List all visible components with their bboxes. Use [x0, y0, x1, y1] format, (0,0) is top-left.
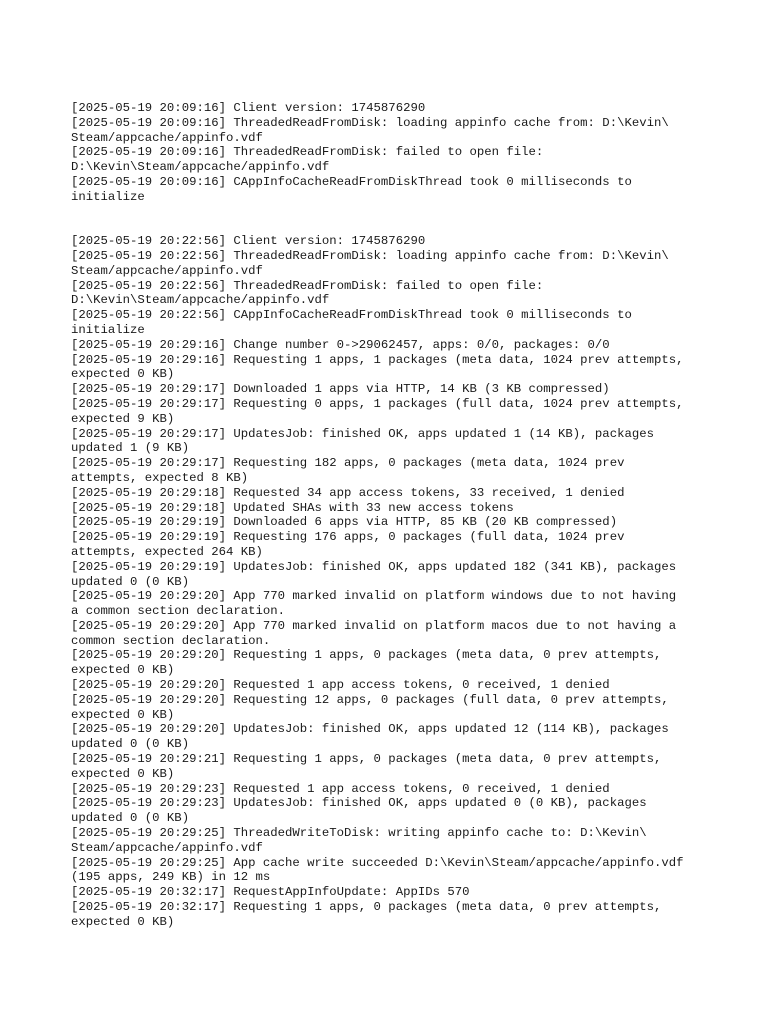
log-line: [2025-05-19 20:29:19] Requesting 176 apps, 0 packages (full data, 1024 prev attempts, expected 264 KB): [71, 530, 625, 559]
log-line: [2025-05-19 20:29:23] Requested 1 app access tokens, 0 received, 1 denied: [71, 781, 610, 796]
log-line: [2025-05-19 20:29:25] App cache write succeeded D:\Kevin\Steam/appcache/appinfo.vdf (195 apps, 249 KB) in 12 ms: [71, 855, 684, 885]
log-line: [2025-05-19 20:29:17] Requesting 0 apps, 1 packages (full data, 1024 prev attempts, expected 9 KB): [71, 396, 684, 426]
log-line: [2025-05-19 20:29:18] Requested 34 app access tokens, 33 received, 1 denied: [71, 485, 625, 500]
log-line: [2025-05-19 20:29:16] Requesting 1 apps, 1 packages (meta data, 1024 prev attempts, expected 0 KB): [71, 352, 684, 382]
log-line: [2025-05-19 20:29:20] App 770 marked invalid on platform windows due to not having a common section declaration.: [71, 589, 677, 619]
log-line: [2025-05-19 20:09:16] ThreadedReadFromDisk: loading appinfo cache from: D:\Kevin\ Steam/appcache/appinfo.vdf: [71, 115, 669, 145]
log-line: [2025-05-19 20:29:17] Requesting 182 apps, 0 packages (meta data, 1024 prev attempts, expected 8 KB): [71, 456, 625, 485]
log-line: [2025-05-19 20:29:19] UpdatesJob: finished OK, apps updated 182 (341 KB), packages updated 0 (0 KB): [71, 559, 677, 589]
log-line: [2025-05-19 20:09:16] CAppInfoCacheReadFromDiskThread took 0 milliseconds to initialize: [71, 174, 632, 204]
log-line: [2025-05-19 20:29:20] App 770 marked invalid on platform macos due to not having a common section declaration.: [71, 618, 677, 648]
log-line: [2025-05-19 20:29:20] Requested 1 app access tokens, 0 received, 1 denied: [71, 678, 610, 693]
log-line: [2025-05-19 20:32:17] Requesting 1 apps, 0 packages (meta data, 0 prev attempts, expected 0 KB): [71, 900, 662, 929]
log-line: [2025-05-19 20:22:56] Client version: 1745876290: [71, 234, 426, 249]
log-line: [2025-05-19 20:29:21] Requesting 1 apps, 0 packages (meta data, 0 prev attempts, expected 0 KB): [71, 752, 662, 781]
log-line: [2025-05-19 20:29:20] Requesting 12 apps, 0 packages (full data, 0 prev attempts, expected 0 KB): [71, 692, 669, 722]
log-line: [2025-05-19 20:32:17] RequestAppInfoUpdate: AppIDs 570: [71, 885, 470, 900]
log-line: [2025-05-19 20:29:17] Downloaded 1 apps via HTTP, 14 KB (3 KB compressed): [71, 382, 610, 397]
log-line: [2025-05-19 20:29:16] Change number 0->29062457, apps: 0/0, packages: 0/0: [71, 337, 610, 352]
log-line: [2025-05-19 20:09:16] ThreadedReadFromDisk: failed to open file: D:\Kevin\Steam/appcache/appinfo.vdf: [71, 145, 544, 175]
log-line: [2025-05-19 20:29:25] ThreadedWriteToDisk: writing appinfo cache to: D:\Kevin\ Steam/appcache/appinfo.vdf: [71, 826, 647, 855]
log-line: [2025-05-19 20:29:20] UpdatesJob: finished OK, apps updated 12 (114 KB), packages updated 0 (0 KB): [71, 722, 669, 752]
log-line: [2025-05-19 20:29:23] UpdatesJob: finished OK, apps updated 0 (0 KB), packages updated 0 (0 KB): [71, 796, 647, 826]
log-line: [2025-05-19 20:29:19] Downloaded 6 apps via HTTP, 85 KB (20 KB compressed): [71, 515, 618, 530]
log-line: [2025-05-19 20:22:56] CAppInfoCacheReadFromDiskThread took 0 milliseconds to initialize: [71, 308, 632, 337]
log-document: [71, 101, 711, 930]
log-line: [2025-05-19 20:22:56] ThreadedReadFromDisk: loading appinfo cache from: D:\Kevin\ Steam/appcache/appinfo.vdf: [71, 248, 669, 278]
log-section-2: [71, 234, 711, 929]
log-line: [2025-05-19 20:29:17] UpdatesJob: finished OK, apps updated 1 (14 KB), packages updated 1 (9 KB): [71, 426, 654, 456]
log-line: [2025-05-19 20:29:20] Requesting 1 apps, 0 packages (meta data, 0 prev attempts, expected 0 KB): [71, 648, 662, 678]
log-line: [2025-05-19 20:09:16] Client version: 1745876290: [71, 101, 426, 115]
log-line: [2025-05-19 20:29:18] Updated SHAs with 33 new access tokens: [71, 500, 514, 515]
log-line: [2025-05-19 20:22:56] ThreadedReadFromDisk: failed to open file: D:\Kevin\Steam/appcache/appinfo.vdf: [71, 278, 544, 308]
log-section-1: [71, 101, 711, 205]
